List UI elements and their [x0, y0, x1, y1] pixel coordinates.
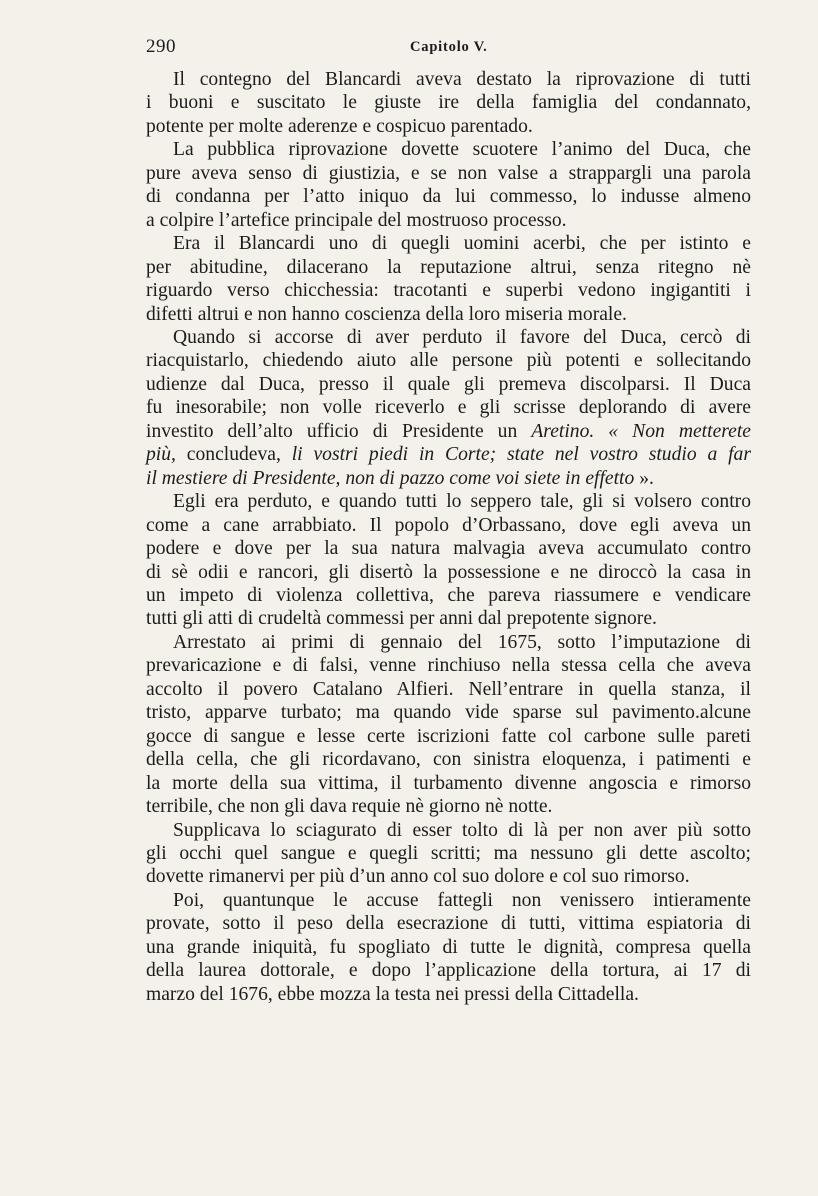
- text-line: Poi, quantunque le accuse fattegli non venissero intieramente: [173, 889, 751, 911]
- text-line: Supplicava lo sciagurato di esser tolto di là per non aver più sotto: [173, 819, 751, 841]
- text-line: di condanna per l’atto iniquo da lui commesso, lo indusse almeno: [146, 186, 751, 208]
- body-text: [146, 68, 751, 1006]
- paragraph: [146, 326, 751, 490]
- paragraph: [146, 631, 751, 819]
- text-line: un impeto di violenza collettiva, che pareva riassumere e vendicare: [146, 584, 751, 606]
- text-run: investito dell’alto ufficio di Presidente un: [146, 420, 532, 442]
- italic-run: più,: [146, 444, 176, 466]
- paragraph: [146, 490, 751, 631]
- italic-run: li vostri piedi in Corte; state nel vostro studio a far: [291, 444, 751, 466]
- text-line: [146, 420, 751, 443]
- page-number: 290: [146, 36, 176, 57]
- paragraph: [146, 232, 751, 326]
- running-head: Capitolo V.: [410, 39, 488, 55]
- text-line: podere e dove per la sua natura malvagia aveva accumulato contro: [146, 538, 751, 560]
- text-line: gli occhi quel sangue e quegli scritti; ma nessuno gli dette ascolto;: [146, 842, 751, 864]
- italic-run: Aretino. « Non metterete: [531, 420, 752, 442]
- text-line: di sè odii e rancori, gli disertò la possessione e ne diroccò la casa in: [146, 561, 751, 583]
- text-line: terribile, che non gli dava requie nè giorno nè notte.: [146, 796, 553, 818]
- text-line: pure aveva senso di giustizia, e se non valse a strappargli una parola: [146, 162, 751, 184]
- text-run: concludeva,: [175, 444, 292, 466]
- text-line: Quando si accorse di aver perduto il favore del Duca, cercò di: [173, 326, 751, 348]
- text-run: ».: [634, 467, 654, 489]
- paragraph: [146, 138, 751, 232]
- text-line: la morte della sua vittima, il turbamento divenne angoscia e rimorso: [146, 772, 751, 794]
- text-line: Arrestato ai primi di gennaio del 1675, sotto l’imputazione di: [173, 631, 751, 653]
- text-line: dovette rimanervi per più d’un anno col suo dolore e col suo rimorso.: [146, 866, 690, 888]
- text-line: marzo del 1676, ebbe mozza la testa nei pressi della Cittadella.: [146, 983, 639, 1005]
- text-line: riguardo verso chicchessia: tracotanti e superbi vedono ingigantiti i: [146, 280, 751, 302]
- text-line: Il contegno del Blancardi aveva destato la riprovazione di tutti: [173, 69, 751, 90]
- text-line: potente per molte aderenze e cospicuo parentado.: [146, 115, 533, 137]
- text-line: della cella, che gli ricordavano, con sinistra eloquenza, i patimenti e: [146, 749, 751, 771]
- text-line: fu inesorabile; non volle riceverlo e gli scrisse deplorando di avere: [146, 397, 751, 419]
- text-line: riacquistarlo, chiedendo aiuto alle persone più potenti e sollecitando: [146, 350, 751, 372]
- text-line: della laurea dottorale, e dopo l’applicazione della tortura, ai 17 di: [146, 960, 751, 982]
- text-line: Era il Blancardi uno di quegli uomini acerbi, che per istinto e: [173, 233, 751, 255]
- text-line: una grande iniquità, fu spogliato di tutte le dignità, compresa quella: [146, 936, 751, 958]
- text-line: udienze dal Duca, presso il quale gli premeva discolparsi. Il Duca: [146, 373, 751, 395]
- text-line: come a cane arrabbiato. Il popolo d’Orbassano, dove egli aveva un: [146, 514, 751, 536]
- text-line: tutti gli atti di crudeltà commessi per anni dal prepotente signore.: [146, 608, 657, 630]
- text-line: [146, 443, 751, 466]
- text-line: prevaricazione e di falsi, venne rinchiuso nella stessa cella che aveva: [146, 655, 751, 677]
- text-line: Egli era perduto, e quando tutti lo seppero tale, gli si volsero contro: [173, 491, 751, 513]
- text-line: i buoni e suscitato le giuste ire della famiglia del condannato,: [146, 92, 751, 114]
- text-line: a colpire l’artefice principale del mostruoso processo.: [146, 209, 567, 231]
- text-line: La pubblica riprovazione dovette scuotere l’animo del Duca, che: [173, 139, 751, 161]
- paragraph: [146, 889, 751, 1006]
- text-line: [146, 467, 751, 490]
- text-line: gocce di sangue e lesse certe iscrizioni fatte col carbone sulle pareti: [146, 725, 751, 747]
- italic-run: il mestiere di Presidente, non di pazzo come voi siete in effetto: [146, 467, 635, 489]
- text-line: per abitudine, dilacerano la reputazione altrui, senza ritegno nè: [146, 256, 751, 278]
- paragraph: [146, 819, 751, 889]
- text-line: tristo, apparve turbato; ma quando vide sparse sul pavimento.alcune: [146, 702, 751, 724]
- text-line: provate, sotto il peso della esecrazione di tutti, vittima espiatoria di: [146, 913, 751, 935]
- paragraph: [146, 68, 751, 138]
- text-line: accolto il povero Catalano Alfieri. Nell’entrare in quella stanza, il: [146, 678, 751, 700]
- text-line: difetti altrui e non hanno coscienza della loro miseria morale.: [146, 303, 627, 325]
- page-header: [146, 36, 751, 58]
